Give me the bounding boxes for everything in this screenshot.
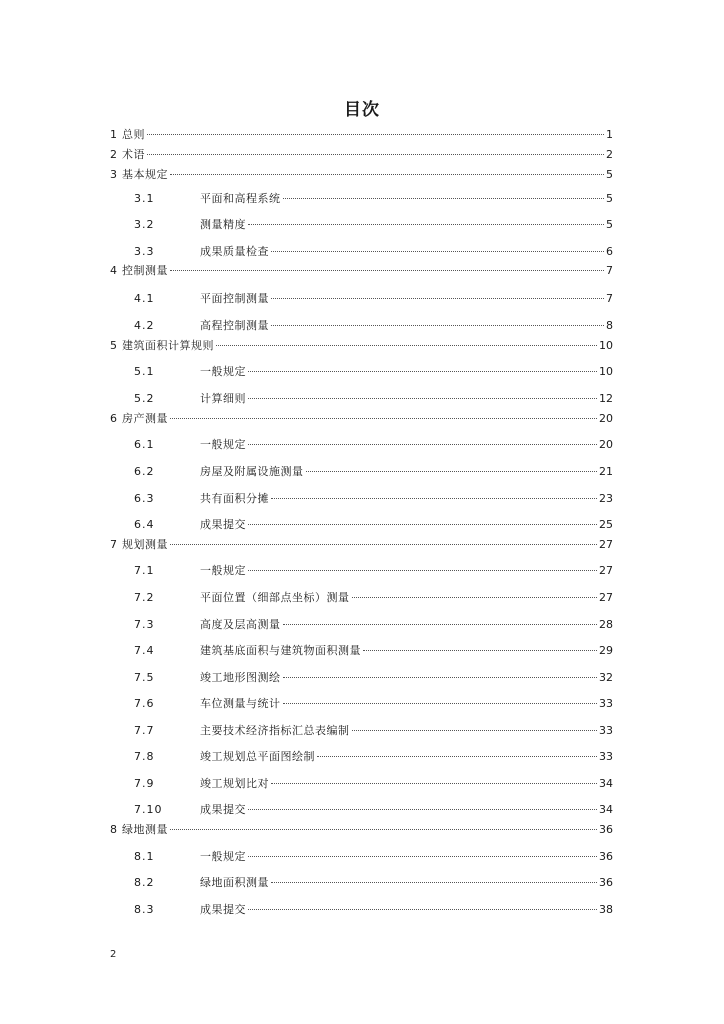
toc-entry-page: 7 (606, 292, 613, 305)
toc-entry-page: 27 (599, 538, 613, 551)
toc-entry-title: 平面控制测量 (200, 292, 269, 305)
toc-entry-title: 建筑基底面积与建筑物面积测量 (200, 644, 361, 657)
toc-entry-number: 7.2 (134, 591, 155, 604)
toc-entry-title: 一般规定 (200, 365, 246, 378)
dot-leader (248, 223, 604, 225)
toc-entry[interactable] (110, 126, 613, 144)
toc-entry-number: 3 (110, 168, 117, 181)
toc-entry-title: 成果提交 (200, 803, 246, 816)
toc-entry-page: 20 (599, 438, 613, 451)
toc-entry-title: 高度及层高测量 (200, 618, 281, 631)
toc-entry-number: 6.4 (134, 518, 155, 531)
toc-entry-page: 23 (599, 492, 613, 505)
toc-entry-number: 7 (110, 538, 117, 551)
toc-entry-title: 竣工地形图测绘 (200, 671, 281, 684)
toc-entry[interactable] (110, 490, 613, 508)
toc-entry[interactable] (110, 243, 613, 261)
toc-entry-number: 3.3 (134, 245, 155, 258)
dot-leader (170, 828, 597, 830)
toc-entry-title: 成果质量检查 (200, 245, 269, 258)
toc-entry-title: 成果提交 (200, 518, 246, 531)
toc-entry-title: 车位测量与统计 (200, 697, 281, 710)
toc-entry-page: 27 (599, 564, 613, 577)
toc-entry-page: 25 (599, 518, 613, 531)
toc-entry[interactable] (110, 562, 613, 580)
toc-entry-title: 主要技术经济指标汇总表编制 (200, 724, 350, 737)
toc-entry-title: 一般规定 (200, 850, 246, 863)
toc-entry[interactable] (110, 589, 613, 607)
toc-entry-title: 计算细则 (200, 392, 246, 405)
toc-entry-number: 7.3 (134, 618, 155, 631)
toc-entry[interactable] (110, 722, 613, 740)
toc-entry-number: 7.6 (134, 697, 155, 710)
toc-entry-number: 3.2 (134, 218, 155, 231)
toc-entry-number: 5.1 (134, 365, 155, 378)
dot-leader (363, 649, 597, 651)
toc-entry-page: 21 (599, 465, 613, 478)
dot-leader (248, 370, 597, 372)
toc-entry-page: 2 (606, 148, 613, 161)
toc-entry-page: 28 (599, 618, 613, 631)
toc-entry-number: 7.8 (134, 750, 155, 763)
dot-leader (170, 543, 597, 545)
dot-leader (147, 153, 604, 155)
toc-entry-number: 8.2 (134, 876, 155, 889)
toc-entry-number: 4.2 (134, 319, 155, 332)
toc-entry-title: 测量精度 (200, 218, 246, 231)
dot-leader (283, 702, 598, 704)
toc-entry[interactable] (110, 390, 613, 408)
toc-entry-page: 33 (599, 750, 613, 763)
toc-entry-number: 5 (110, 339, 117, 352)
toc-entry-page: 5 (606, 218, 613, 231)
toc-entry[interactable] (110, 463, 613, 481)
toc-entry[interactable] (110, 775, 613, 793)
toc-entry-page: 5 (606, 192, 613, 205)
toc-entry-page: 27 (599, 591, 613, 604)
dot-leader (248, 397, 597, 399)
toc-entry-number: 7.9 (134, 777, 155, 790)
toc-entry[interactable] (110, 642, 613, 660)
toc-entry-number: 6.1 (134, 438, 155, 451)
toc-entry-number: 7.7 (134, 724, 155, 737)
toc-entry-title: 规划测量 (122, 538, 168, 551)
toc-entry[interactable] (110, 190, 613, 208)
toc-entry[interactable] (110, 801, 613, 819)
toc-entry-number: 6.3 (134, 492, 155, 505)
dot-leader (306, 470, 598, 472)
dot-leader (271, 250, 604, 252)
toc-entry[interactable] (110, 669, 613, 687)
dot-leader (248, 855, 597, 857)
toc-entry-title: 绿地测量 (122, 823, 168, 836)
toc-entry[interactable] (110, 166, 613, 184)
toc-entry-title: 平面位置（细部点坐标）测量 (200, 591, 350, 604)
toc-entry[interactable] (110, 262, 613, 280)
toc-entry-page: 36 (599, 823, 613, 836)
footer-page-number: 2 (110, 949, 117, 960)
toc-entry[interactable] (110, 337, 613, 355)
toc-entry-page: 32 (599, 671, 613, 684)
toc-entry-number: 5.2 (134, 392, 155, 405)
toc-entry[interactable] (110, 536, 613, 554)
toc-entry[interactable] (110, 695, 613, 713)
toc-entry-number: 7.10 (134, 803, 163, 816)
dot-leader (271, 782, 597, 784)
dot-leader (170, 269, 604, 271)
toc-entry[interactable] (110, 616, 613, 634)
dot-leader (248, 908, 597, 910)
toc-entry-page: 29 (599, 644, 613, 657)
toc-entry[interactable] (110, 748, 613, 766)
toc-entry-number: 1 (110, 128, 117, 141)
dot-leader (271, 881, 597, 883)
toc-entry-number: 6 (110, 412, 117, 425)
toc-entry-title: 绿地面积测量 (200, 876, 269, 889)
toc-entry[interactable] (110, 436, 613, 454)
toc-entry-title: 总则 (122, 128, 145, 141)
toc-entry-page: 34 (599, 777, 613, 790)
dot-leader (248, 443, 597, 445)
dot-leader (271, 297, 604, 299)
toc-entry[interactable] (110, 848, 613, 866)
toc-entry-title: 房屋及附属设施测量 (200, 465, 304, 478)
toc-entry-page: 5 (606, 168, 613, 181)
toc-entry-page: 33 (599, 697, 613, 710)
dot-leader (170, 173, 604, 175)
dot-leader (248, 569, 597, 571)
dot-leader (248, 523, 597, 525)
toc-entry-number: 2 (110, 148, 117, 161)
dot-leader (317, 755, 597, 757)
toc-entry-page: 36 (599, 850, 613, 863)
toc-entry-title: 平面和高程系统 (200, 192, 281, 205)
toc-entry-page: 34 (599, 803, 613, 816)
toc-entry-page: 12 (599, 392, 613, 405)
toc-entry-number: 8.1 (134, 850, 155, 863)
toc-entry-page: 33 (599, 724, 613, 737)
toc-entry-number: 6.2 (134, 465, 155, 478)
toc-entry-number: 4.1 (134, 292, 155, 305)
toc-entry-number: 8.3 (134, 903, 155, 916)
toc-entry-title: 一般规定 (200, 438, 246, 451)
toc-entry-number: 8 (110, 823, 117, 836)
toc-entry-page: 10 (599, 365, 613, 378)
toc-entry-page: 10 (599, 339, 613, 352)
dot-leader (283, 623, 598, 625)
dot-leader (271, 324, 604, 326)
toc-entry-title: 高程控制测量 (200, 319, 269, 332)
dot-leader (170, 417, 597, 419)
toc-entry-number: 7.1 (134, 564, 155, 577)
toc-entry-number: 4 (110, 264, 117, 277)
page-title: 目次 (344, 100, 380, 120)
toc-entry-title: 基本规定 (122, 168, 168, 181)
dot-leader (283, 676, 598, 678)
toc-entry-title: 术语 (122, 148, 145, 161)
toc-entry-page: 8 (606, 319, 613, 332)
dot-leader (147, 133, 604, 135)
toc-entry-page: 36 (599, 876, 613, 889)
toc-entry[interactable] (110, 216, 613, 234)
toc-entry-number: 7.5 (134, 671, 155, 684)
dot-leader (271, 497, 597, 499)
dot-leader (216, 344, 597, 346)
dot-leader (352, 596, 598, 598)
toc-entry-title: 竣工规划总平面图绘制 (200, 750, 315, 763)
toc-entry-title: 竣工规划比对 (200, 777, 269, 790)
toc-entry[interactable] (110, 410, 613, 428)
dot-leader (352, 729, 598, 731)
toc-entry-title: 共有面积分摊 (200, 492, 269, 505)
toc-entry[interactable] (110, 290, 613, 308)
dot-leader (248, 808, 597, 810)
toc-entry[interactable] (110, 146, 613, 164)
toc-entry-page: 20 (599, 412, 613, 425)
toc-entry-number: 3.1 (134, 192, 155, 205)
toc-entry-title: 成果提交 (200, 903, 246, 916)
toc-entry-title: 建筑面积计算规则 (122, 339, 214, 352)
toc-entry[interactable] (110, 901, 613, 919)
toc-entry[interactable] (110, 317, 613, 335)
toc-entry-page: 38 (599, 903, 613, 916)
toc-entry-title: 一般规定 (200, 564, 246, 577)
toc-entry-title: 房产测量 (122, 412, 168, 425)
toc-entry-number: 7.4 (134, 644, 155, 657)
toc-entry[interactable] (110, 363, 613, 381)
toc-entry-page: 7 (606, 264, 613, 277)
toc-entry-page: 1 (606, 128, 613, 141)
toc-entry-page: 6 (606, 245, 613, 258)
toc-entry[interactable] (110, 516, 613, 534)
toc-entry[interactable] (110, 874, 613, 892)
toc-entry[interactable] (110, 821, 613, 839)
dot-leader (283, 197, 605, 199)
toc-entry-title: 控制测量 (122, 264, 168, 277)
